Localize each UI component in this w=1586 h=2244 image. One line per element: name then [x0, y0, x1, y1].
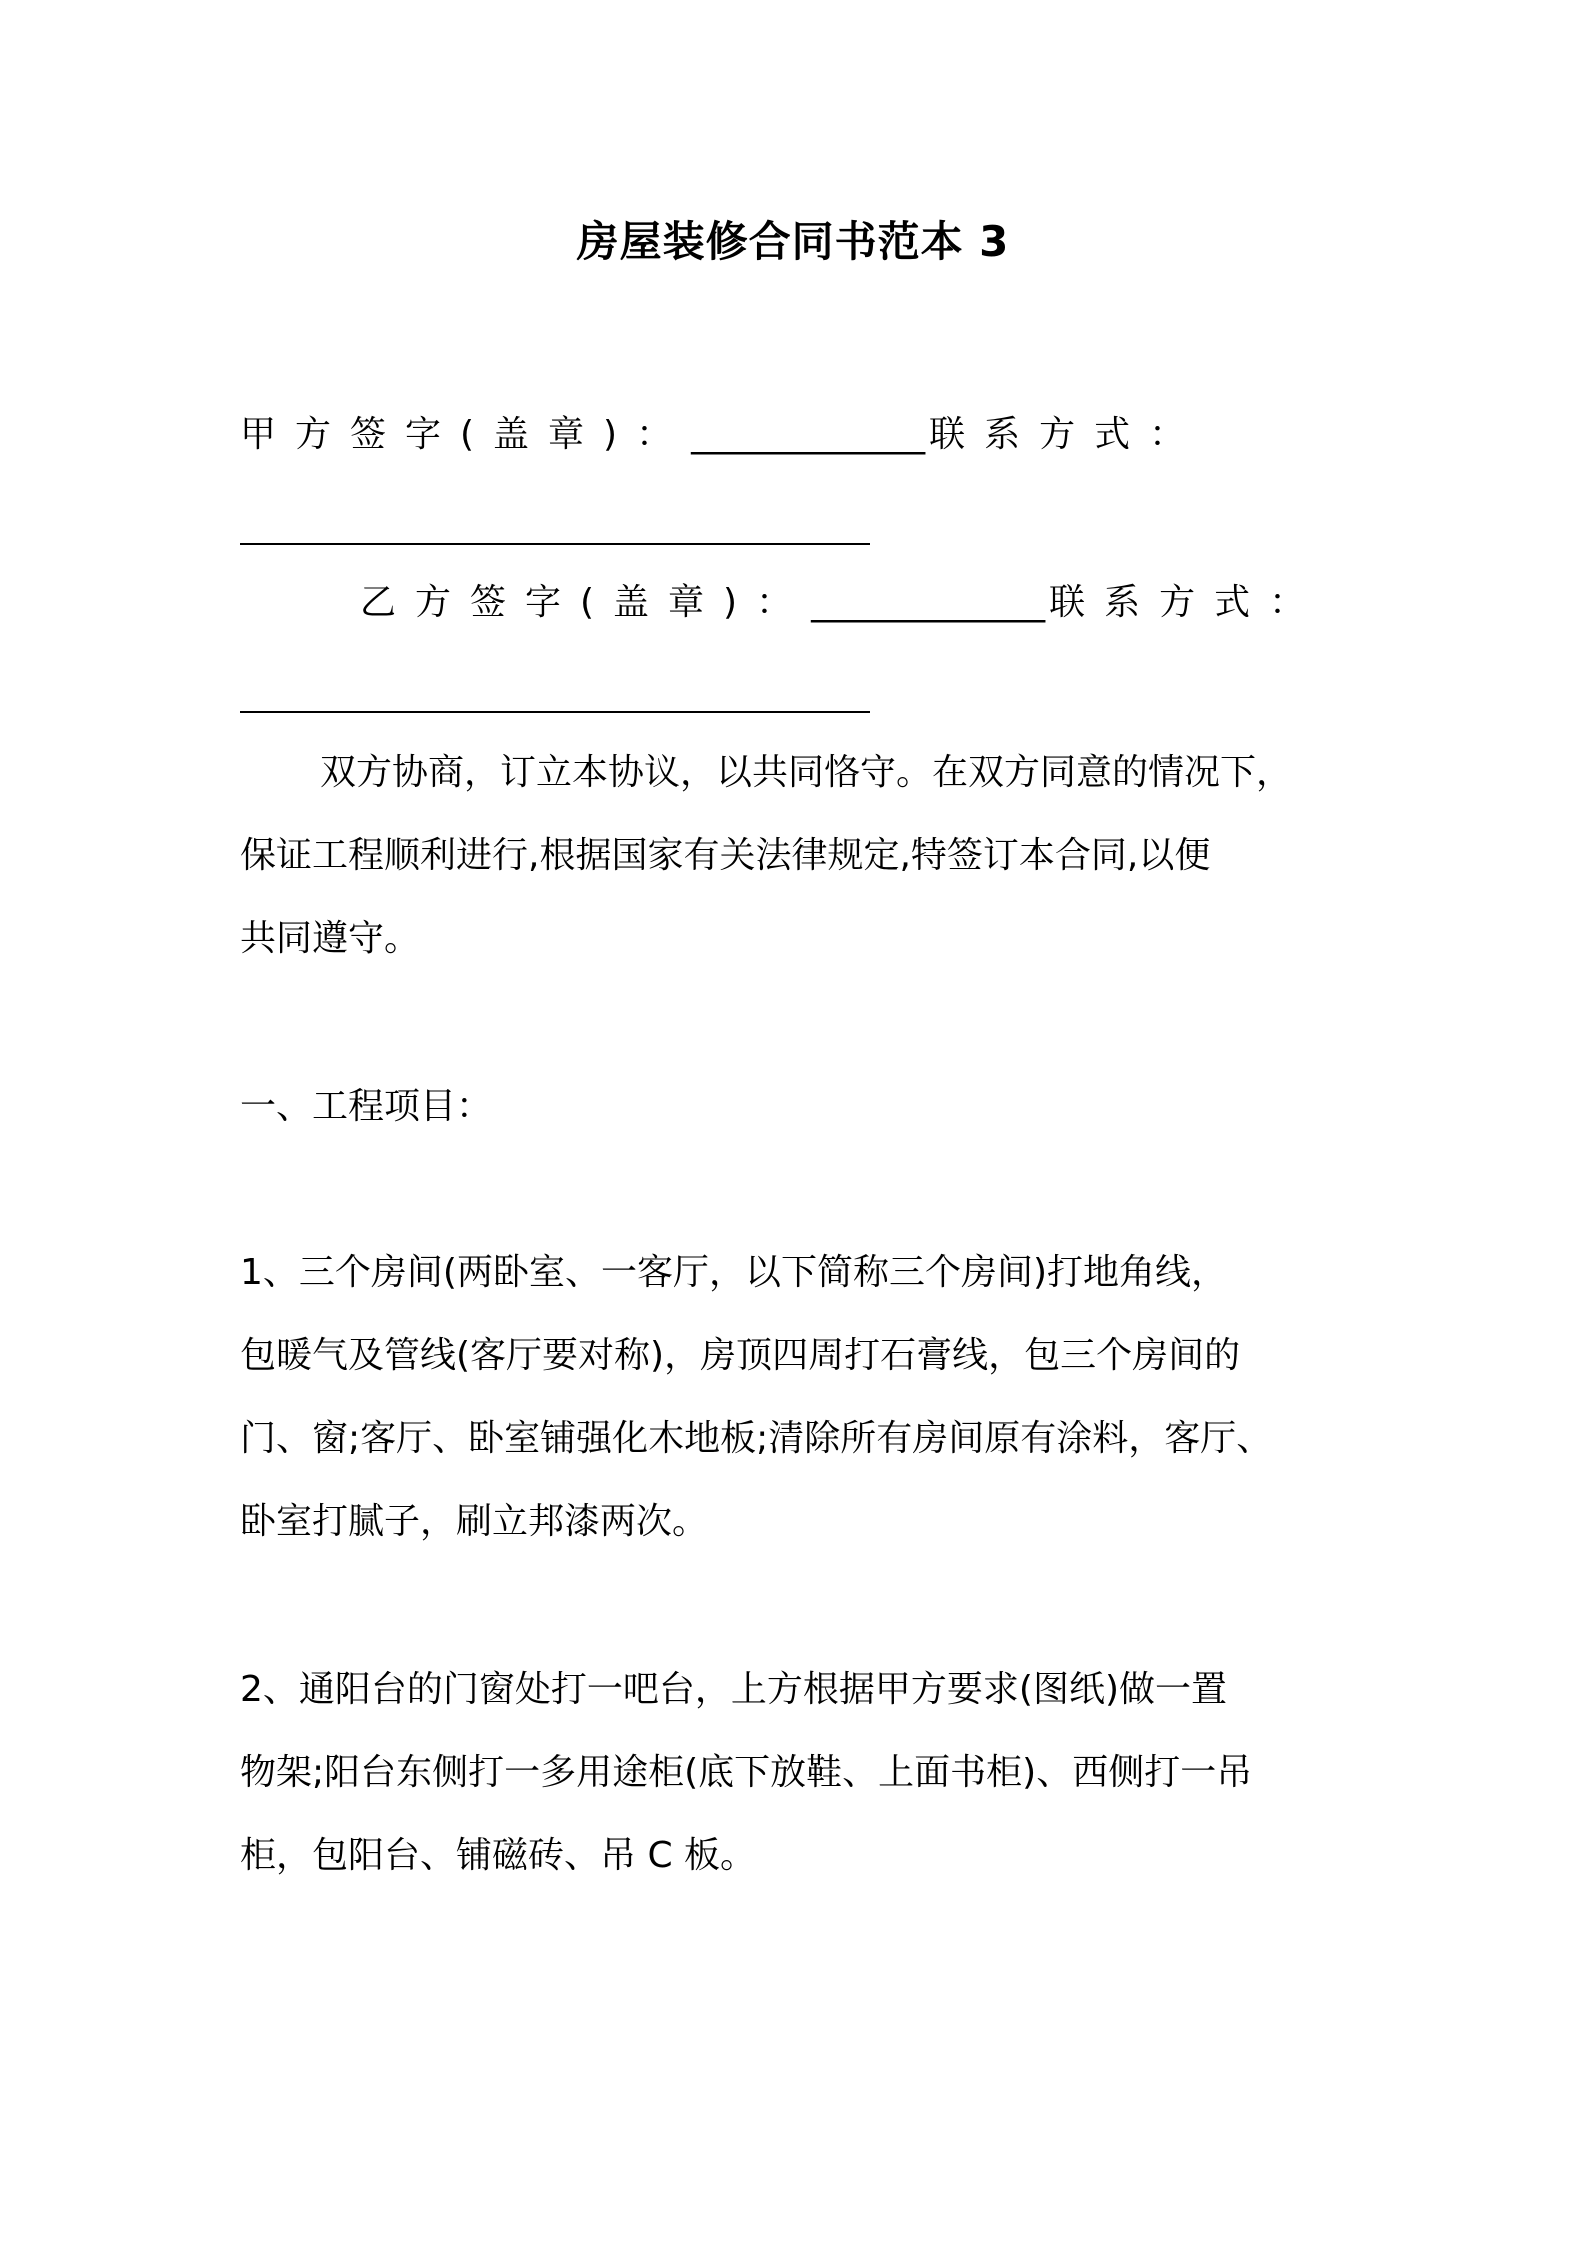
party-a-signature-blank: _____________: [691, 414, 926, 455]
party-b-contact-underline: [240, 711, 870, 713]
intro-line-1: 双方协商，订立本协议，以共同恪守。在双方同意的情况下，: [320, 752, 1293, 793]
intro-line-3: 共同遵守。: [240, 918, 421, 959]
party-b-signature-line: [240, 578, 1370, 628]
party-a-signature-line: [240, 410, 1370, 460]
party-b-contact-label: 联系方式：: [1049, 582, 1325, 623]
item-2-line-2: 物架;阳台东侧打一多用途柜(底下放鞋、上面书柜)、西侧打一吊: [240, 1752, 1253, 1793]
party-a-contact-label: 联系方式：: [929, 414, 1205, 455]
party-a-signature-label: 甲方签字(盖章)：: [240, 414, 692, 455]
item-2-line-1: 2、通阳台的门窗处打一吧台，上方根据甲方要求(图纸)做一置: [240, 1669, 1227, 1710]
item-1-line-4: 卧室打腻子，刷立邦漆两次。: [240, 1501, 709, 1542]
party-a-contact-underline: [240, 543, 870, 545]
section-heading-project: 一、工程项目：: [240, 1086, 493, 1127]
item-2-line-3: 柜，包阳台、铺磁砖、吊 C 板。: [240, 1835, 757, 1876]
document-title: 房屋装修合同书范本 3: [576, 217, 1010, 266]
party-b-signature-label: 乙方签字(盖章)：: [360, 582, 812, 623]
item-1-line-2: 包暖气及管线(客厅要对称)，房顶四周打石膏线，包三个房间的: [240, 1335, 1241, 1376]
party-b-signature-blank: _____________: [811, 582, 1046, 623]
item-1-line-1: 1、三个房间(两卧室、一客厅，以下简称三个房间)打地角线，: [240, 1252, 1227, 1293]
item-1-line-3: 门、窗;客厅、卧室铺强化木地板;清除所有房间原有涂料，客厅、: [240, 1418, 1273, 1459]
intro-line-2: 保证工程顺利进行,根据国家有关法律规定,特签订本合同,以便: [240, 835, 1211, 876]
